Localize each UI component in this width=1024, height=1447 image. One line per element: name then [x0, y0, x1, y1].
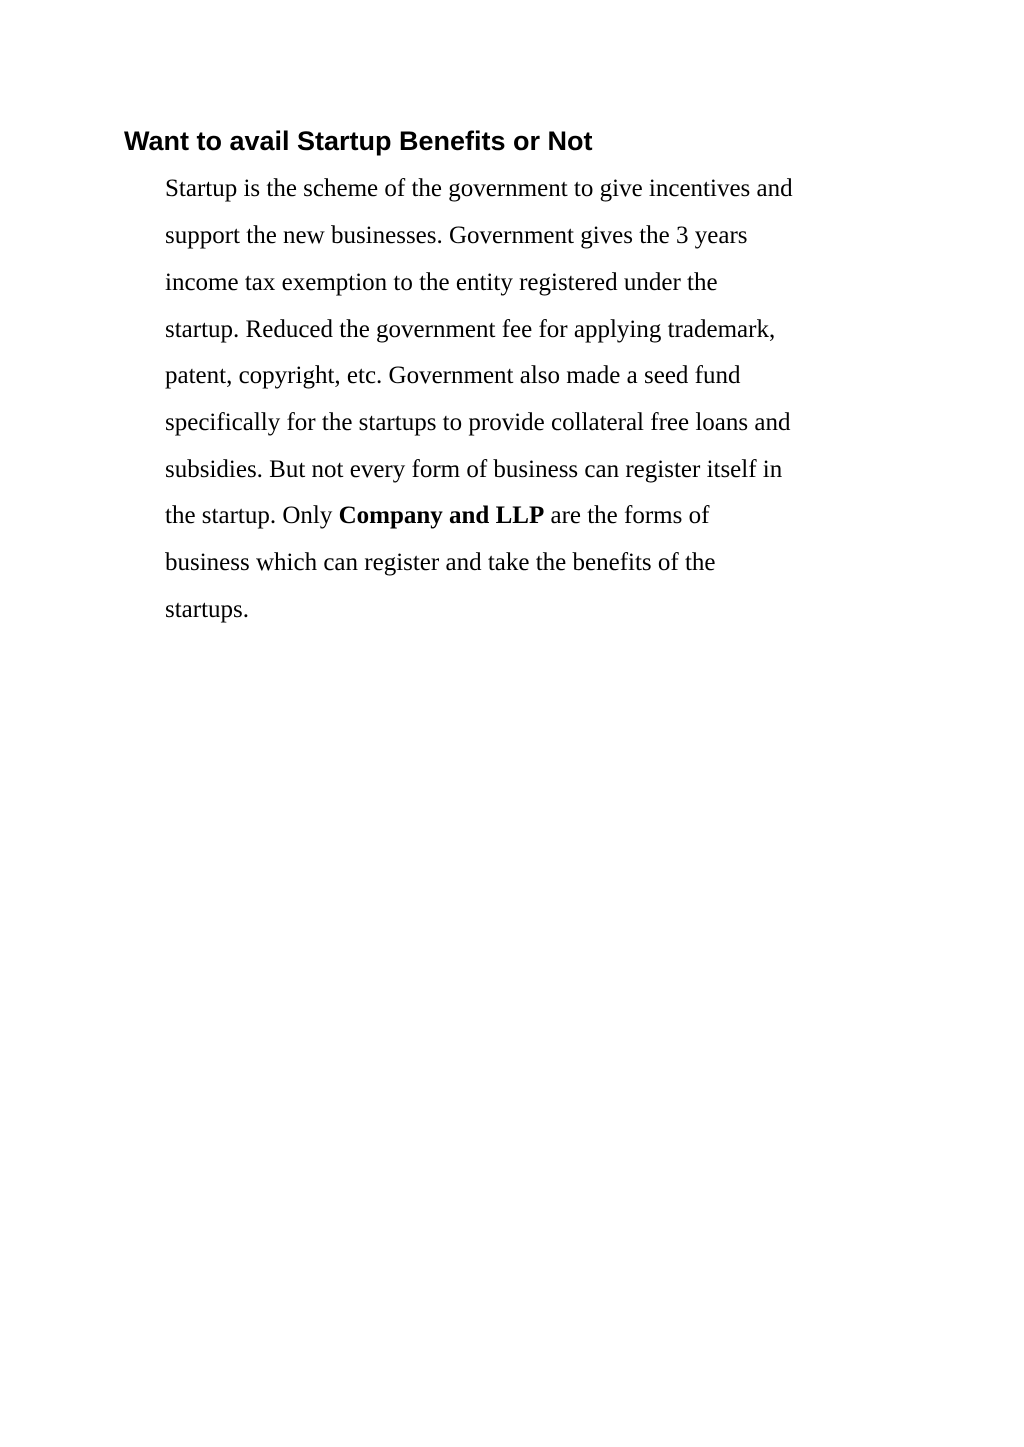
paragraph-line: support the new businesses. Government gives the 3 years [165, 222, 748, 249]
paragraph-line: subsidies. But not every form of business can register itself in [165, 456, 783, 483]
paragraph-line: Startup is the scheme of the government to give incentives and [165, 175, 793, 202]
paragraph-line: specifically for the startups to provide collateral free loans and [165, 409, 791, 436]
paragraph-line [165, 501, 709, 531]
paragraph-line: startups. [165, 596, 250, 623]
bold-emphasis: Company and LLP [338, 502, 545, 529]
paragraph-line: income tax exemption to the entity registered under the [165, 269, 718, 296]
paragraph-line: patent, copyright, etc. Government also made a seed fund [165, 362, 741, 389]
paragraph-line: startup. Reduced the government fee for applying trademark, [165, 316, 776, 343]
section-heading: Want to avail Startup Benefits or Not [124, 126, 593, 156]
paragraph-line: business which can register and take the benefits of the [165, 549, 716, 576]
line-text: are the forms of [544, 502, 710, 529]
line-text: the startup. Only [165, 502, 339, 529]
